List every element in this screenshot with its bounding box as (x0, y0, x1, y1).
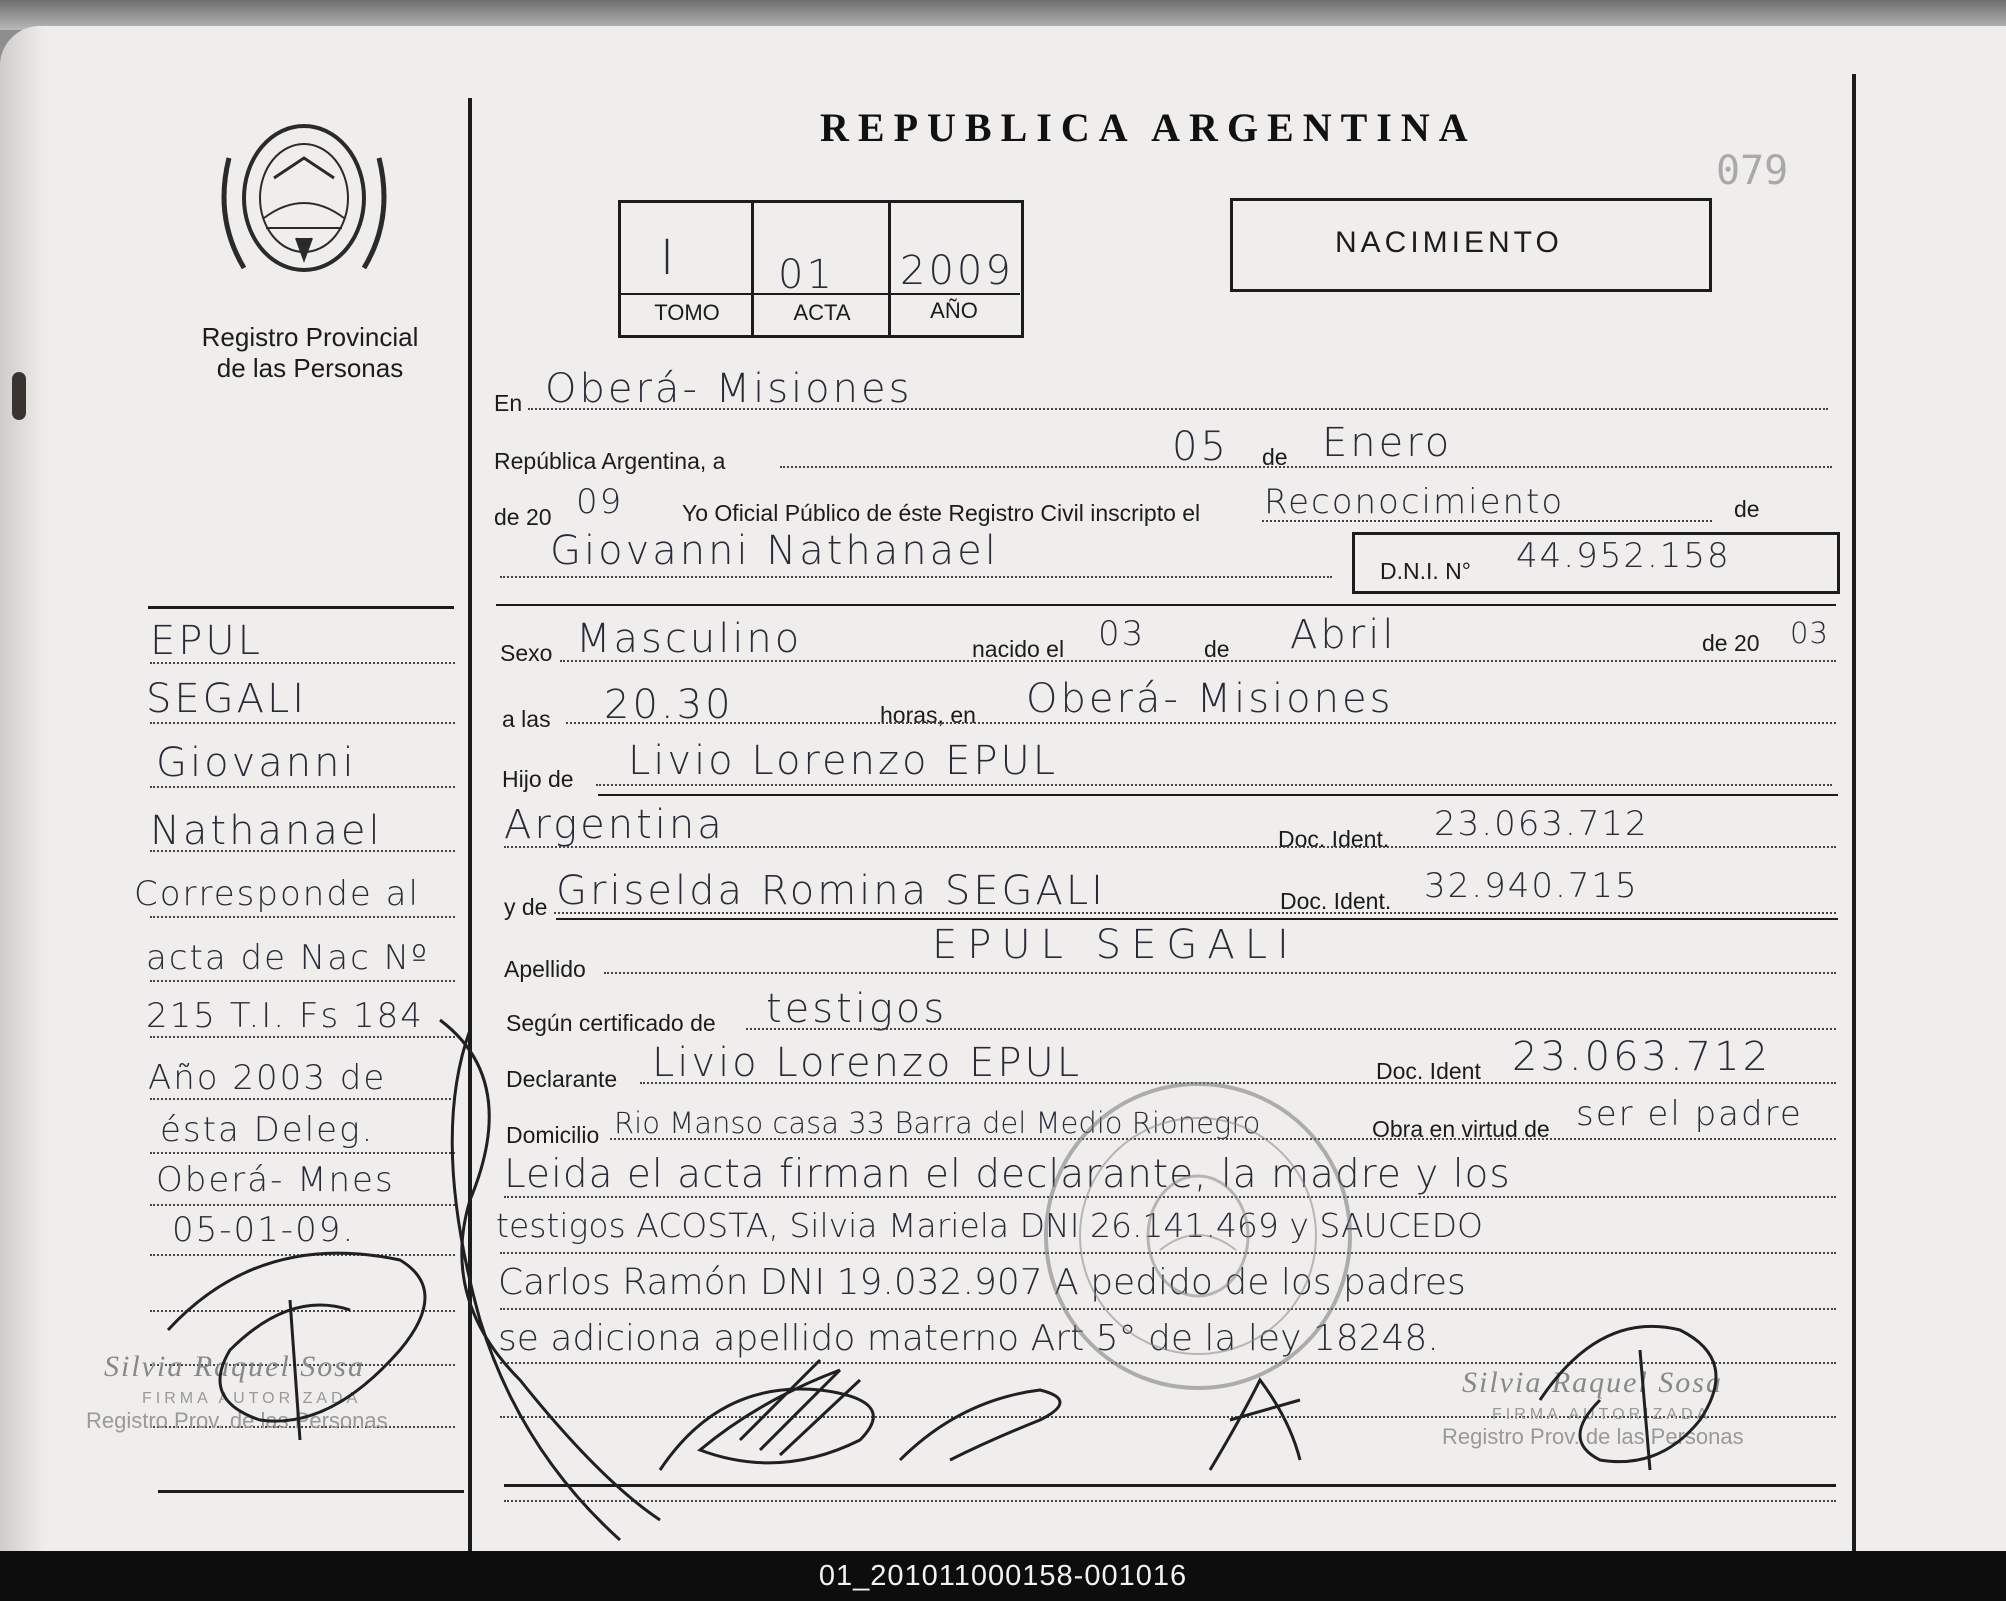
mother-name-value: Griselda Romina SEGALI (556, 868, 1106, 914)
declarant-doc-value: 23.063.712 (1512, 1034, 1772, 1080)
given-names-value: Giovanni Nathanael (550, 528, 999, 574)
margin-note-line: 05-01-09. (172, 1210, 356, 1250)
label-a-las: a las (502, 706, 551, 732)
mother-doc-value: 32.940.715 (1424, 866, 1639, 906)
acta-label: ACTA (793, 300, 851, 325)
address-value: Rio Manso casa 33 Barra del Medio Rionegro (614, 1106, 1261, 1140)
registry-name-line2: de las Personas (216, 353, 404, 383)
sex-value: Masculino (576, 616, 803, 662)
margin-note-line: acta de Nac Nº (146, 938, 430, 978)
label-oficial: Yo Oficial Público de éste Registro Civil inscripto el (682, 500, 1201, 526)
dni-value: 44.952.158 (1516, 536, 1731, 576)
birth-day-value: 03 (1098, 614, 1146, 654)
margin-note-line: ésta Deleg. (160, 1110, 375, 1150)
certificate-value: testigos (766, 986, 948, 1032)
tomo-value: I (660, 230, 678, 286)
margin-note-line: Oberá- Mnes (156, 1160, 395, 1200)
declarant-value: Livio Lorenzo EPUL (652, 1040, 1083, 1086)
label-obra: Obra en virtud de (1372, 1116, 1550, 1142)
year-suffix-value: 09 (576, 482, 624, 522)
note-line-2: testigos ACOSTA, Silvia Mariela DNI 26.141.469 y SAUCEDO (496, 1206, 1483, 1245)
label-horas: horas, en (880, 702, 976, 728)
birth-year-suffix-value: 03 (1790, 616, 1829, 650)
margin-note-line: 215 T.I. Fs 184 (146, 996, 424, 1036)
anio-value: 2009 (900, 248, 1014, 294)
margin-note-line: Año 2003 de (148, 1058, 387, 1098)
signer-stamp-title-right: FIRMA AUTORIZADA (1492, 1406, 1712, 1423)
day-value: 05 (1172, 424, 1229, 470)
label-de-3: de (1204, 636, 1230, 662)
margin-note-line: EPUL (150, 618, 263, 664)
label-apellido: Apellido (504, 956, 586, 982)
reason-value: ser el padre (1576, 1094, 1803, 1134)
father-doc-value: 23.063.712 (1434, 804, 1649, 844)
margin-note-line: Corresponde al (134, 874, 420, 914)
label-declarante: Declarante (506, 1066, 618, 1092)
note-line-1: Leida el acta firman el declarante, la madre y los (504, 1152, 1511, 1197)
file-id-caption: 01_201011000158-001016 (0, 1551, 2006, 1601)
birth-month-value: Abril (1290, 612, 1397, 658)
label-de-20: de 20 (494, 504, 552, 530)
label-de: de (1262, 444, 1288, 470)
label-nacido: nacido el (972, 636, 1065, 662)
father-nationality-value: Argentina (504, 802, 725, 848)
label-y-de: y de (504, 894, 548, 920)
signer-stamp-office-right: Registro Prov. de las Personas (1442, 1424, 1744, 1449)
signer-stamp-name: Silvia Raquel Sosa (104, 1350, 365, 1383)
birth-time-value: 20.30 (604, 682, 734, 728)
margin-note-line: Giovanni (156, 740, 357, 786)
father-name-value: Livio Lorenzo EPUL (628, 738, 1059, 784)
acta-value: 01 (778, 252, 835, 298)
margin-note-line: SEGALI (146, 676, 308, 722)
label-segun: Según certificado de (506, 1010, 716, 1036)
note-line-3: Carlos Ramón DNI 19.032.907 A pedido de los padres (498, 1262, 1466, 1303)
label-de-20-b: de 20 (1702, 630, 1760, 656)
place-value: Oberá- Misiones (545, 366, 913, 412)
serial-number: 079 (1716, 148, 1789, 194)
country-title: REPUBLICA ARGENTINA (820, 105, 1477, 150)
registry-name-line1: Registro Provincial (201, 322, 419, 352)
month-value: Enero (1322, 420, 1453, 466)
label-dni: D.N.I. N° (1380, 558, 1471, 584)
signer-stamp-name-right: Silvia Raquel Sosa (1462, 1366, 1723, 1399)
record-type: NACIMIENTO (1335, 226, 1563, 259)
margin-note-line: Nathanael (150, 808, 383, 854)
official-seal (1046, 1084, 1350, 1388)
label-hijo: Hijo de (502, 766, 574, 792)
label-sexo: Sexo (500, 640, 553, 666)
surname-value: EPUL SEGALI (932, 922, 1299, 968)
label-domicilio: Domicilio (506, 1122, 600, 1148)
label-de-2: de (1734, 496, 1760, 522)
label-doc-ident-1: Doc. Ident. (1278, 826, 1390, 852)
anio-label: AÑO (930, 298, 978, 323)
note-line-4: se adiciona apellido materno Art 5° de la ley 18248. (498, 1318, 1439, 1359)
birth-place-value: Oberá- Misiones (1026, 676, 1394, 722)
label-doc-ident-2: Doc. Ident. (1280, 888, 1392, 914)
label-en: En (494, 390, 523, 416)
tomo-label: TOMO (654, 300, 720, 325)
signer-stamp-title: FIRMA AUTORIZADA (142, 1390, 362, 1407)
signer-stamp-office: Registro Prov. de las Personas (86, 1408, 388, 1433)
label-doc-ident-3: Doc. Ident (1376, 1058, 1481, 1084)
inscription-type-value: Reconocimiento (1264, 482, 1565, 522)
label-republica: República Argentina, a (494, 448, 726, 474)
